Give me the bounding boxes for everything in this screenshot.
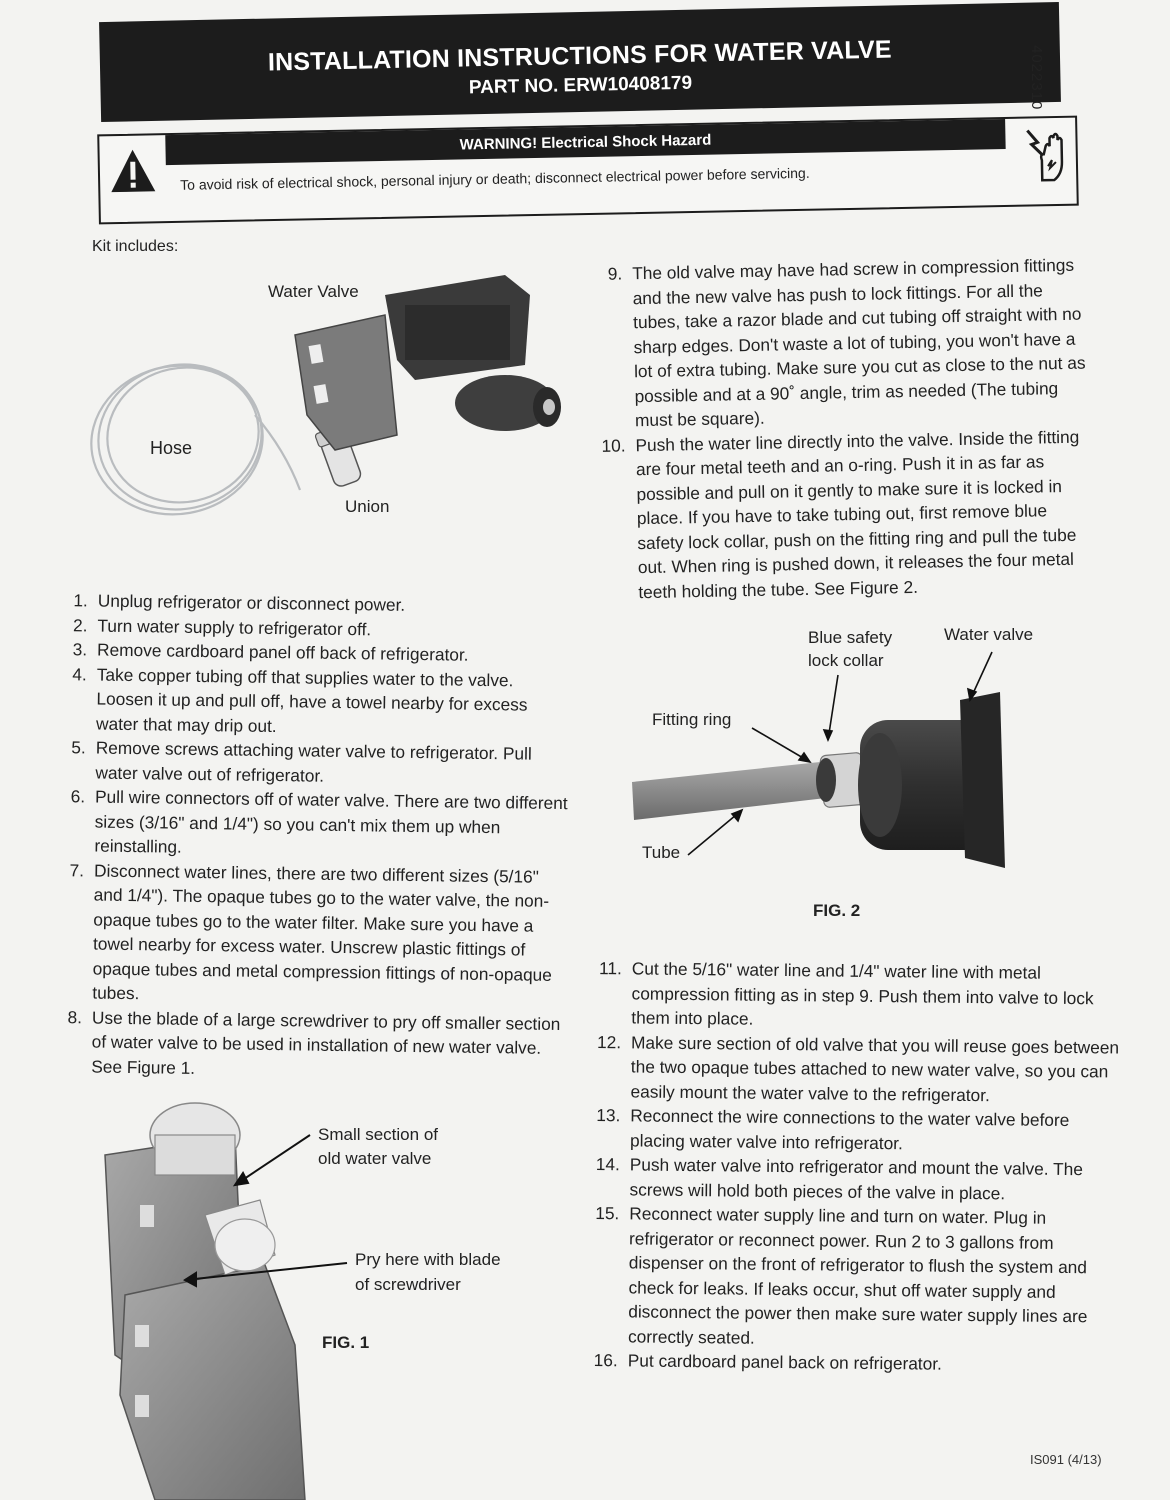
steps-list-right-bottom	[588, 956, 1122, 1378]
fig1-label-small-line1: Small section of	[318, 1125, 438, 1144]
list-item: 5. Remove screws attaching water valve to refrigerator. Pull water valve out of refrigerator.	[71, 737, 532, 786]
warning-title: WARNING! Electrical Shock Hazard	[165, 119, 1005, 165]
fig1-label-small-line2: old water valve	[318, 1149, 432, 1168]
figure-1-illustration	[95, 1095, 535, 1500]
list-item: 12. Make sure section of old valve that you will reuse goes between the two opaque tubes attached to new water valve, so you can easily mount the water valve to the refrigerator.	[596, 1031, 1120, 1105]
shock-hazard-hand-icon	[1019, 126, 1070, 183]
steps-list-left	[51, 588, 573, 1085]
fig2-label-tube: Tube	[642, 843, 681, 862]
union-label: Union	[345, 497, 390, 516]
list-item: 13. Reconnect the wire connections to the water valve before placing water valve into refrigerator.	[596, 1105, 1070, 1153]
list-item: 14. Push water valve into refrigerator and mount the valve. The screws will hold both pieces of the valve in place.	[595, 1154, 1083, 1203]
fig2-label-water-valve: Water valve	[944, 625, 1034, 644]
hose-label: Hose	[150, 438, 193, 458]
steps-list-right-top	[592, 253, 1090, 605]
figure-2-caption: FIG. 2	[813, 901, 861, 920]
list-item: 8. Use the blade of a large screwdriver to pry off smaller section of water valve to be used in installation of new water valve. See Figure 1.	[67, 1006, 561, 1078]
header-banner	[99, 2, 1061, 122]
fig2-label-collar-line2: lock collar	[808, 651, 884, 670]
water-valve-label: Water Valve	[268, 282, 359, 301]
fig2-label-collar-line1: Blue safety	[808, 628, 893, 647]
kit-illustration	[85, 265, 585, 555]
list-item: 3. Remove cardboard panel off back of refrigerator.	[72, 639, 469, 665]
list-item: 11. Cut the 5/16" water line and 1/4" water line with metal compression fitting as in step 9. Push them into valve to lock them into place.	[599, 958, 1094, 1029]
list-item: 16. Put cardboard panel back on refrigerator.	[593, 1350, 942, 1374]
list-item: 10. Push the water line directly into the valve. Inside the fitting are four metal teeth and an o-ring. Push it in as far as possible and pull on it gently to make sure it is locked in place. If you have to take tubing out, first remove blue safety lock collar, push on the fitting ring and pull the tube out. When ring is pushed down, it releases the four metal teeth holding the tube. See Figure 2.	[601, 426, 1080, 602]
page-title: INSTALLATION INSTRUCTIONS FOR WATER VALVE	[267, 35, 893, 77]
footer-code: IS091 (4/13)	[1030, 1452, 1102, 1467]
fig1-label-pry-line2: of screwdriver	[355, 1275, 461, 1294]
list-item: 1. Unplug refrigerator or disconnect power.	[73, 590, 406, 615]
list-item: 6. Pull wire connectors off of water valve. There are two different sizes (3/16" and 1/4") so you can't mix them up when reinstalling.	[70, 786, 568, 857]
document-number: 4022310	[1028, 45, 1045, 111]
list-item: 4. Take copper tubing off that supplies water to the valve. Loosen it up and pull off, have a towel nearby for excess water that may drip out.	[72, 663, 528, 736]
warning-message: To avoid risk of electrical shock, personal injury or death; disconnect electrical power before servicing.	[180, 164, 810, 193]
list-item: 9. The old valve may have had screw in compression fittings and the new valve has push to lock fittings. For all the tubes, take a razor blade and cut tubing off straight with no sharp edges. Don't waste a lot of tubing, you won't have a lot of extra tubing. Make sure you cut as close to the nut as possible and at a 90˚ angle, trim as needed (The tubing must be square).	[607, 254, 1086, 431]
kit-heading: Kit includes:	[92, 238, 179, 255]
figure-2-leader-lines	[630, 650, 1010, 860]
fig2-label-fitting-ring: Fitting ring	[652, 710, 732, 729]
list-item: 2. Turn water supply to refrigerator off.	[72, 614, 372, 639]
list-item: 7. Disconnect water lines, there are two different sizes (5/16" and 1/4"). The opaque tubes go to the water valve, the non-opaque tubes go to the water filter. Make sure you have a towel nearby for excess water. Unscrew plastic fittings of opaque tubes and metal compression fittings of non-opaque tubes.	[69, 859, 553, 1004]
part-number: PART NO. ERW10408179	[468, 72, 693, 99]
warning-triangle-icon	[107, 145, 158, 196]
list-item: 15. Reconnect water supply line and turn on water. Plug in refrigerator or reconnect power. Run 2 to 3 gallons from dispenser on the front of refrigerator to flush the system and check for leaks. If leaks occur, shut off water supply and disconnect the power then make sure water supply lines are correctly seated.	[595, 1203, 1088, 1348]
fig1-label-pry-line1: Pry here with blade	[355, 1250, 501, 1269]
figure-1-caption: FIG. 1	[322, 1333, 370, 1352]
warning-box	[97, 116, 1079, 225]
